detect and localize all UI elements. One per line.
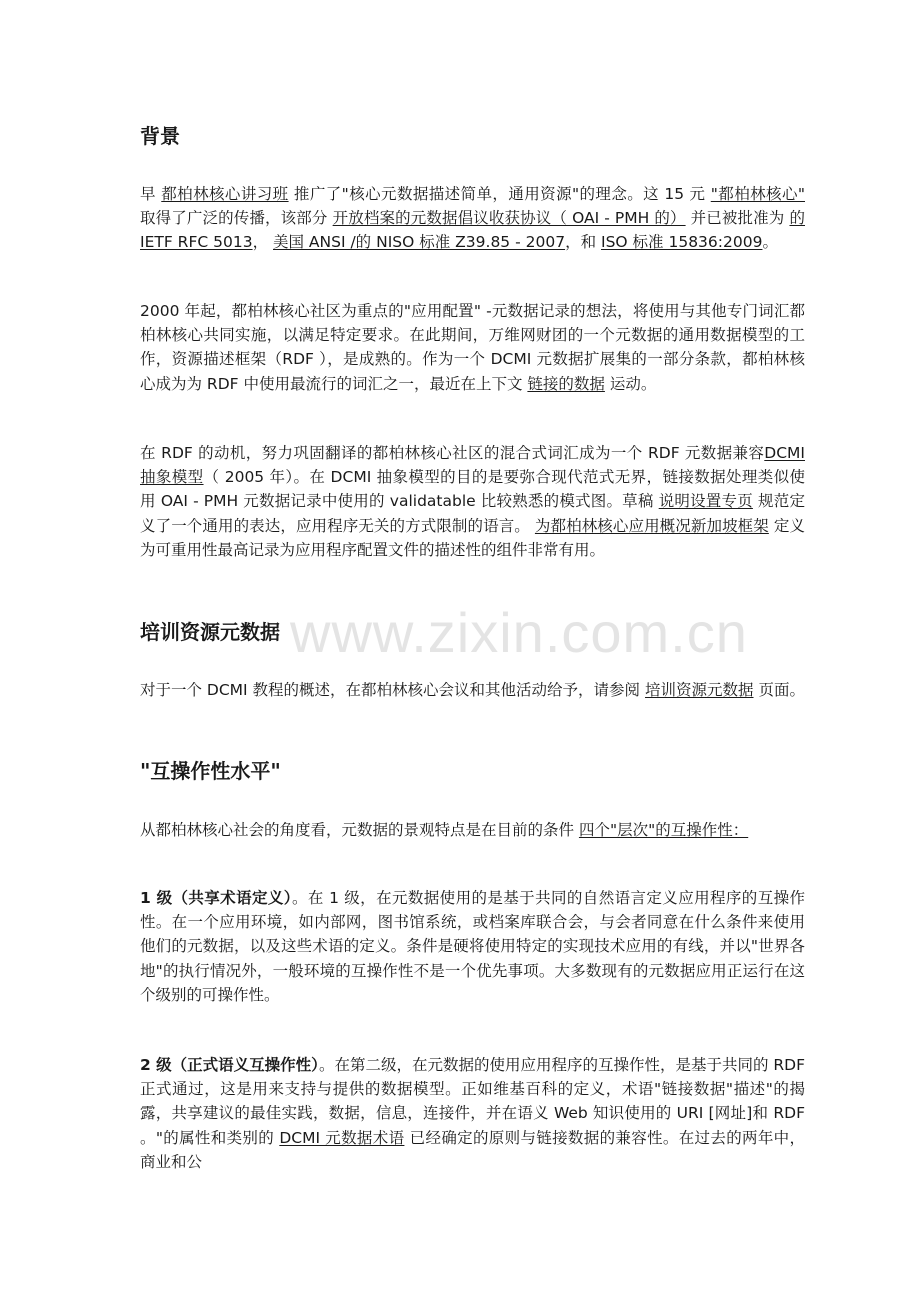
paragraph-level-2	[140, 1053, 805, 1174]
link-iso-standard[interactable]: ISO 标准 15836:2009	[601, 233, 763, 252]
text: 。在 1 级，在元数据使用的是基于共同的自然语言定义应用程序的互操作性。在一个应用环境，如内部网，图书馆系统，或档案库联合会，与会者同意在什么条件来使用他们的元数据，以及这些术语的定义。条件是硬将使用特定的实现技术应用的有线，并以"世界各地"的执行情况外，一般环境的互操作性不是一个优先事项。大多数现有的元数据应用正运行在这个级别的可操作性。	[140, 889, 806, 1004]
text: 已经确定的原则与链接数据的兼容性。在过去的两年中，商业和公	[140, 1128, 805, 1171]
level-2-title: 2 级（正式语义互操作性）	[140, 1056, 319, 1074]
level-1-title: 1 级（共享术语定义）	[140, 889, 292, 907]
paragraph-background-3	[140, 441, 805, 562]
link-description-set-profiles[interactable]: 说明设置专页	[658, 492, 753, 511]
text: 并已被批准为	[685, 209, 790, 228]
text: 定义为可重用性最高记录为应用程序配置文件的描述性的组件非常有用。	[140, 516, 805, 559]
text: 2000 年起，都柏林核心社区为重点的"应用配置" -元数据记录的想法，将使用与其他专门词汇都柏林核心共同实施，以满足特定要求。在此期间，万维网财团的一个元数据的通用数据模型的工作，资源描述框架（RDF ），是成熟的。作为一个 DCMI 元数据扩展集的一部分条款，都柏林核心成为为 RDF 中使用最流行的词汇之一，最近在上下文	[140, 302, 805, 393]
heading-background: 背景	[140, 124, 180, 148]
text: 推广了"核心元数据描述简单，通用资源"的理念。这 15 元	[288, 185, 711, 203]
link-training-resources[interactable]: 培训资源元数据	[645, 681, 754, 699]
paragraph-interop-intro	[140, 818, 805, 842]
text: 规范定义了一个通用的表达，应用程序无关的方式限制的语言。	[140, 492, 805, 535]
text: ，	[252, 233, 273, 252]
text: 取得了广泛的传播，该部分	[140, 209, 333, 228]
paragraph-training	[140, 678, 805, 702]
heading-training: 培训资源元数据	[140, 620, 280, 644]
text: （ 2005 年）。在 DCMI 抽象模型的目的是要弥合现代范式无界，链接数据处理类似使用 OAI - PMH 元数据记录中使用的 validatable 比较熟悉的模式图。草稿	[140, 468, 805, 511]
link-four-levels[interactable]: 四个"层次"的互操作性：	[578, 821, 749, 839]
link-oai-pmh[interactable]: 开放档案的元数据倡议收获协议（ OAI - PMH 的）	[332, 209, 686, 228]
link-dcmi-abstract-model[interactable]: DCMI 抽象模型	[140, 444, 805, 487]
text: 运动。	[604, 374, 657, 393]
link-dublin-core[interactable]: "都柏林核心"	[710, 185, 805, 203]
link-ansi-niso[interactable]: 美国 ANSI /的 NISO 标准 Z39.85 - 2007	[273, 233, 566, 252]
watermark: www.zixin.com.cn	[290, 601, 748, 664]
paragraph-level-1	[140, 886, 805, 1007]
text: 。在第二级，在元数据的使用应用程序的互操作性，是基于共同的 RDF 正式通过，这是用来支持与提供的数据模型。正如维基百科的定义，术语"链接数据"描述"的揭露，共享建议的最佳实践，数据，信息，连接件，并在语义 Web 知识使用的 URI [网址]和 RDF 。"的属性和类别的	[140, 1056, 805, 1147]
text: 在 RDF 的动机，努力巩固翻译的都柏林核心社区的混合式词汇成为一个 RDF 元数据兼容	[140, 444, 765, 462]
heading-interoperability: "互操作性水平"	[140, 759, 281, 783]
paragraph-background-2	[140, 299, 805, 396]
paragraph-background-1	[140, 182, 805, 255]
link-linked-data[interactable]: 链接的数据	[527, 374, 605, 393]
text: 从都柏林核心社会的角度看，元数据的景观特点是在目前的条件	[140, 821, 579, 839]
text: 对于一个 DCMI 教程的概述，在都柏林核心会议和其他活动给予，请参阅	[140, 681, 645, 699]
link-singapore-framework[interactable]: 为都柏林核心应用概况新加坡框架	[534, 516, 769, 535]
text: 早	[140, 185, 162, 203]
text: 。	[762, 233, 778, 252]
link-ietf-rfc[interactable]: 的 IETF RFC 5013	[140, 209, 805, 252]
link-dcmi-metadata-terms[interactable]: DCMI 元数据术语	[279, 1128, 405, 1147]
text: ，和	[565, 233, 601, 252]
text: 页面。	[753, 681, 805, 699]
link-dublin-core-workshop[interactable]: 都柏林核心讲习班	[161, 185, 289, 203]
